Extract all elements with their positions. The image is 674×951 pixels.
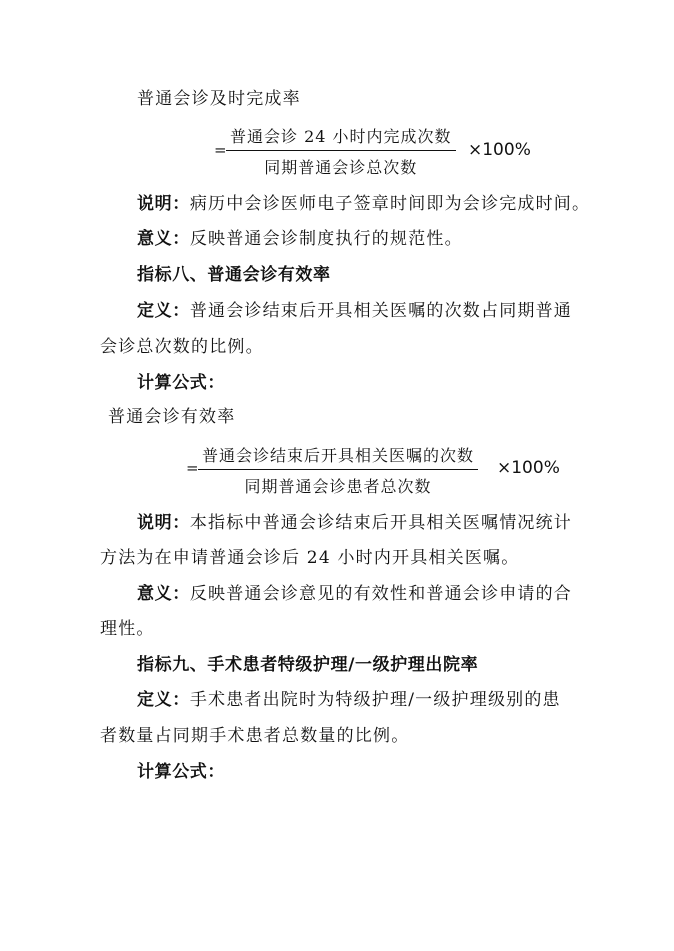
definition-label: 定义：	[137, 301, 190, 321]
meaning-label: 意义：	[137, 229, 190, 249]
note-label: 说明：	[137, 513, 190, 533]
definition-text: 手术患者出院时为特级护理/一级护理级别的患	[189, 690, 561, 710]
definition-text: 普通会诊结束后开具相关医嘱的次数占同期普通	[189, 301, 573, 321]
fraction	[198, 443, 478, 497]
meaning-effective-line2: 理性。	[100, 619, 155, 639]
numerator: 普通会诊结束后开具相关医嘱的次数	[198, 443, 478, 470]
denominator: 同期普通会诊总次数	[264, 158, 418, 177]
heading-indicator-9: 指标九、手术患者特级护理/一级护理出院率	[137, 655, 479, 675]
meaning-text: 反映普通会诊制度执行的规范性。	[189, 229, 463, 249]
note-effective-line2: 方法为在申请普通会诊后 24 小时内开具相关医嘱。	[100, 548, 520, 568]
meaning-label: 意义：	[137, 584, 190, 604]
definition-9-line1	[137, 689, 561, 711]
equals-sign: =	[214, 141, 227, 159]
note-effective-line1	[137, 512, 572, 534]
numerator: 普通会诊 24 小时内完成次数	[226, 124, 456, 151]
heading-indicator-8: 指标八、普通会诊有效率	[137, 265, 331, 285]
definition-label: 定义：	[137, 690, 190, 710]
meaning-timely	[137, 228, 463, 250]
times-percent: ×100%	[468, 140, 531, 160]
definition-8-line1	[137, 300, 572, 322]
meaning-text: 反映普通会诊意见的有效性和普通会诊申请的合	[189, 584, 573, 604]
rate-name-effective: 普通会诊有效率	[108, 407, 236, 427]
meaning-effective-line1	[137, 583, 572, 605]
note-text: 病历中会诊医师电子签章时间即为会诊完成时间。	[189, 194, 591, 214]
rate-name-timely: 普通会诊及时完成率	[137, 89, 301, 109]
calc-formula-label-8: 计算公式：	[137, 373, 225, 393]
calc-formula-label-9: 计算公式：	[137, 762, 225, 782]
times-percent: ×100%	[497, 458, 560, 478]
denominator: 同期普通会诊患者总次数	[244, 477, 432, 496]
note-label: 说明：	[137, 194, 190, 214]
note-timely	[137, 193, 590, 215]
note-text: 本指标中普通会诊结束后开具相关医嘱情况统计	[189, 513, 573, 533]
fraction	[226, 124, 456, 178]
equals-sign: =	[186, 459, 199, 477]
definition-8-line2: 会诊总次数的比例。	[100, 337, 264, 357]
definition-9-line2: 者数量占同期手术患者总数量的比例。	[100, 726, 410, 746]
